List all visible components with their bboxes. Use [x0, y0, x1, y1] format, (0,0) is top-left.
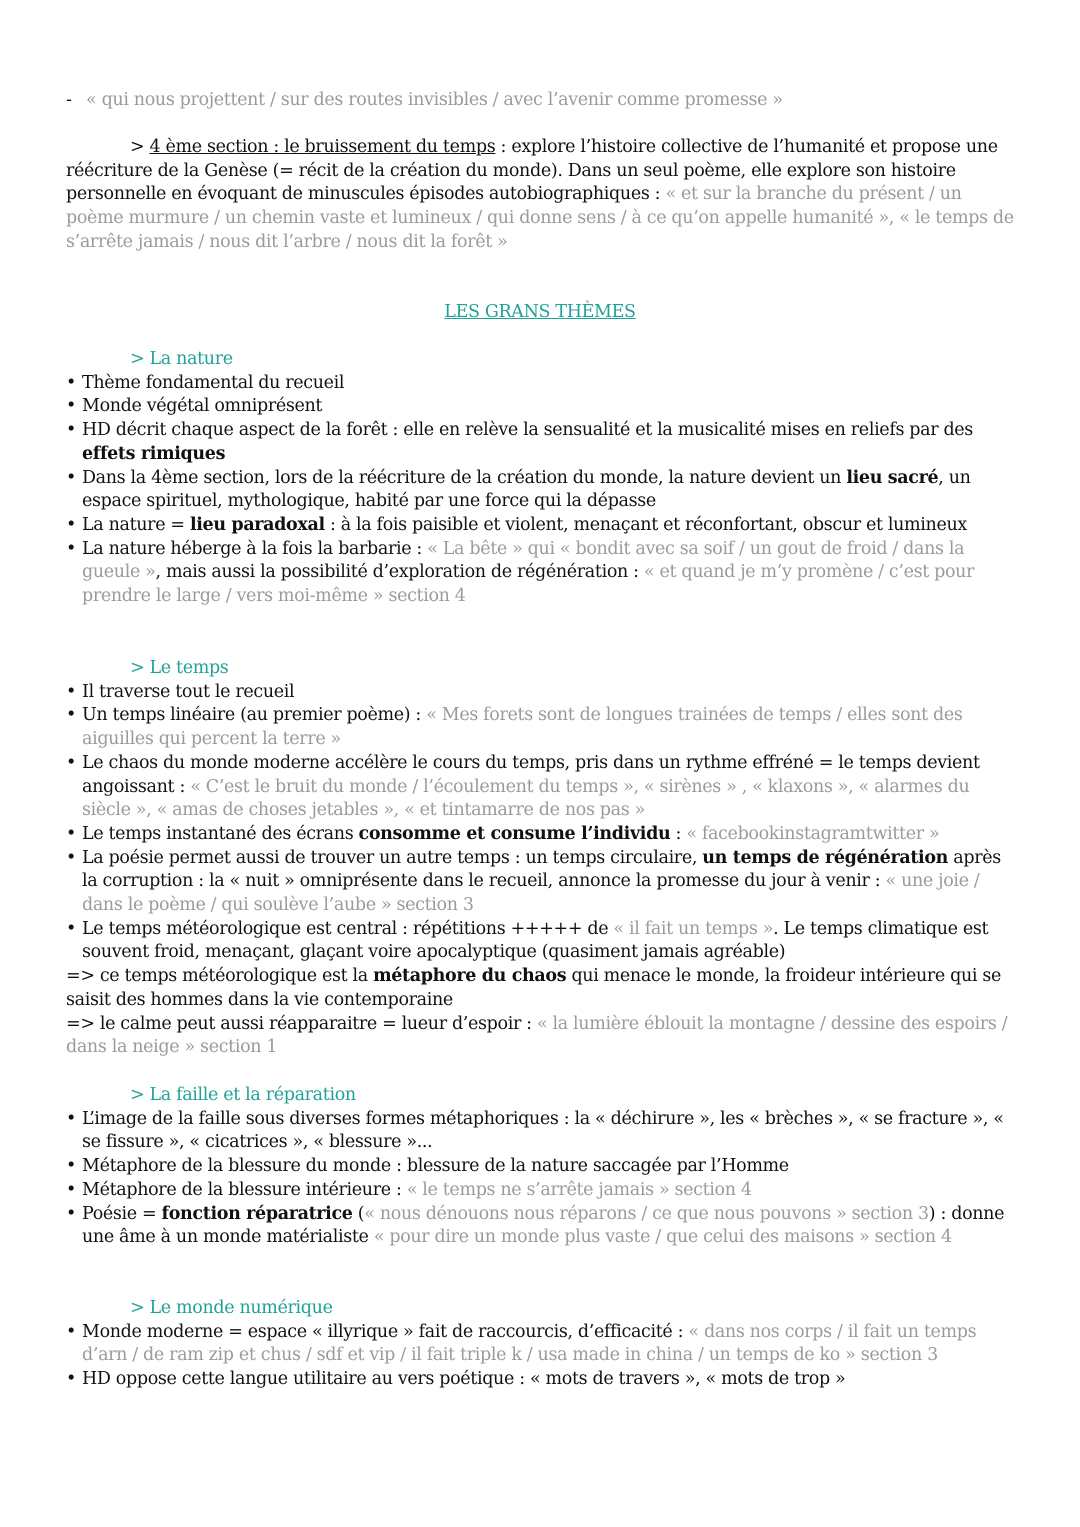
list-item	[66, 704, 1016, 751]
bullet-text: La nature =	[82, 514, 190, 535]
numerique-section	[66, 1297, 1016, 1392]
arrow-text: => ce temps météorologique est la	[66, 966, 374, 987]
bullet-text: Monde moderne = espace « illyrique » fait de raccourcis, d’efficacité :	[82, 1321, 689, 1342]
list-item	[66, 538, 1016, 609]
quote-text: « Mes forets sont de longues trainées de temps / elles sont des aiguilles qui percent la terre »	[82, 705, 963, 750]
list-item	[66, 1321, 1016, 1368]
list-item	[66, 514, 1016, 538]
list-item	[66, 419, 1016, 466]
nature-section	[66, 348, 1016, 609]
bullet-text: La nature héberge à la fois la barbarie :	[82, 538, 428, 559]
arrow-text: qui menace le monde, la froideur intérieure qui se saisit des hommes dans la vie contemporaine	[66, 966, 1001, 1010]
bullet-text: Métaphore de la blessure intérieure :	[82, 1179, 407, 1200]
temps-heading: > Le temps	[130, 658, 229, 678]
section4-quote2: « le temps de s’arrête jamais / nous dit l’arbre / nous dit la forêt »	[66, 208, 1014, 252]
bullet-text: . Le temps climatique est souvent froid, menaçant, glaçant voire apocalyptique (quasiment jamais agréable)	[82, 918, 989, 963]
bullet-text: , mais aussi la possibilité d’exploration de régénération :	[155, 562, 644, 583]
bold-term: lieu paradoxal	[189, 514, 325, 535]
quote-text: « nous dénouons nous réparons / ce que nous pouvons » section 3	[364, 1203, 929, 1224]
quote-text: « la lumière éblouit la montagne / dessine des espoirs / dans la neige » section 1	[66, 1013, 1008, 1058]
list-item	[66, 467, 1016, 514]
bullet-text: : à la fois paisible et violent, menaçant et réconfortant, obscur et lumineux	[324, 514, 967, 535]
quote-text: « il fait un temps »	[613, 918, 774, 939]
bullet-text: Métaphore de la blessure du monde : blessure de la nature saccagée par l’Homme	[82, 1156, 789, 1177]
temps-section	[66, 657, 1016, 1060]
bold-term: métaphore du chaos	[373, 966, 567, 987]
bullet-text: Le chaos du monde moderne accélère le cours du temps, pris dans un rythme effréné = le temps devient angoissant :	[82, 752, 980, 797]
temps-arrow-2	[66, 1013, 1016, 1060]
bullet-text: HD décrit chaque aspect de la forêt : elle en relève la sensualité et la musicalité mises en reliefs par des	[82, 420, 973, 441]
bullet-text: après la corruption : la « nuit » omniprésente dans le recueil, annonce la promesse du jour à venir :	[82, 847, 1001, 892]
section4-prefix: >	[130, 137, 150, 157]
list-item	[66, 395, 1016, 419]
bullet-text: La poésie permet aussi de trouver un autre temps : un temps circulaire,	[82, 847, 703, 868]
bullet-text: , un espace spirituel, mythologique, habité par une force qui la dépasse	[82, 467, 971, 512]
bold-term: un temps de régénération	[702, 847, 949, 868]
main-title-wrap	[0, 301, 1080, 325]
list-item	[66, 847, 1016, 918]
faille-section	[66, 1084, 1016, 1250]
list-item	[66, 1179, 1016, 1203]
temps-list	[66, 681, 1016, 965]
main-title: LES GRANS THÈMES	[444, 302, 636, 322]
section4-sep: ,	[888, 208, 900, 229]
quote-text: « facebookinstagramtwitter »	[686, 823, 940, 844]
bullet-text: HD oppose cette langue utilitaire au vers poétique : « mots de travers », « mots de trop »	[82, 1369, 846, 1390]
section4-quote1: « et sur la branche du présent / un poème murmure / un chemin vaste et lumineux / qui donne sens / à ce qu’on appelle humanité »	[66, 184, 962, 229]
nature-list	[66, 372, 1016, 609]
bold-term: lieu sacré	[846, 467, 939, 488]
numerique-list	[66, 1321, 1016, 1392]
section4-title: 4 ème section : le bruissement du temps	[149, 137, 496, 157]
section4-paragraph	[66, 136, 1016, 255]
list-item	[66, 1108, 1016, 1155]
bullet-text: Monde végétal omniprésent	[82, 396, 323, 417]
list-item	[66, 1155, 1016, 1179]
bullet-text: Poésie =	[82, 1203, 162, 1224]
bold-term: consomme et consume l’individu	[358, 823, 671, 844]
temps-arrow-1	[66, 965, 1016, 1012]
list-item	[66, 918, 1016, 965]
intro-dash: -	[66, 90, 72, 110]
numerique-heading: > Le monde numérique	[130, 1298, 333, 1318]
list-item	[66, 1203, 1016, 1250]
quote-text: « dans nos corps / il fait un temps d’arn / de ram zip et chus / sdf et vip / il fait triple k / usa made in china / un temps de ko » section 3	[82, 1321, 977, 1366]
bullet-text: Le temps météorologique est central : répétitions +++++ de	[82, 918, 614, 939]
bullet-text: Dans la 4ème section, lors de la réécriture de la création du monde, la nature devient un	[82, 467, 847, 488]
quote-text: « pour dire un monde plus vaste / que celui des maisons » section 4	[373, 1227, 952, 1248]
bullet-text: Un temps linéaire (au premier poème) :	[82, 705, 427, 726]
section4-text: : explore l’histoire collective de l’humanité et propose une réécriture de la Genèse (= récit de la création du monde). Dans un seul poème, elle explore son histoire personnelle en évoquant de minuscules épisodes autobiographiques :	[66, 137, 998, 205]
intro-quote: « qui nous projettent / sur des routes invisibles / avec l’avenir comme promesse »	[86, 90, 783, 110]
bullet-text: Il traverse tout le recueil	[82, 681, 295, 702]
bold-term: fonction réparatrice	[161, 1203, 353, 1224]
quote-text: « et quand je m’y promène / c’est pour prendre le large / vers moi-même » section 4	[82, 562, 975, 607]
bullet-text: Thème fondamental du recueil	[82, 372, 345, 393]
bullet-text: (	[352, 1203, 365, 1224]
intro-quote-line	[66, 89, 1016, 113]
list-item	[66, 752, 1016, 823]
bullet-text: :	[670, 823, 687, 844]
bullet-text: L’image de la faille sous diverses formes métaphoriques : la « déchirure », les « brèches », « se fracture », « se fissure », « cicatrices », « blessure »...	[82, 1108, 1004, 1153]
faille-list	[66, 1108, 1016, 1250]
arrow-text: => le calme peut aussi réapparaitre = lueur d’espoir :	[66, 1013, 537, 1034]
list-item	[66, 681, 1016, 705]
list-item	[66, 823, 1016, 847]
quote-text: « C’est le bruit du monde / l’écoulement du temps », « sirènes » , « klaxons », « alarmes du siècle », « amas de choses jetables », « et tintamarre de nos pas »	[82, 776, 970, 821]
list-item	[66, 372, 1016, 396]
bullet-text: Le temps instantané des écrans	[82, 823, 359, 844]
list-item	[66, 1368, 1016, 1392]
faille-heading: > La faille et la réparation	[130, 1085, 356, 1105]
bullet-text: ) : donne une âme à un monde matérialiste	[82, 1203, 1005, 1248]
quote-text: « le temps ne s’arrête jamais » section 4	[406, 1179, 752, 1200]
quote-text: « une joie / dans le poème / qui soulève l’aube » section 3	[82, 871, 980, 916]
bold-term: effets rimiques	[82, 443, 226, 464]
nature-heading: > La nature	[130, 349, 233, 369]
quote-text: « La bête » qui « bondit avec sa soif / un gout de froid / dans la gueule »	[82, 538, 965, 583]
